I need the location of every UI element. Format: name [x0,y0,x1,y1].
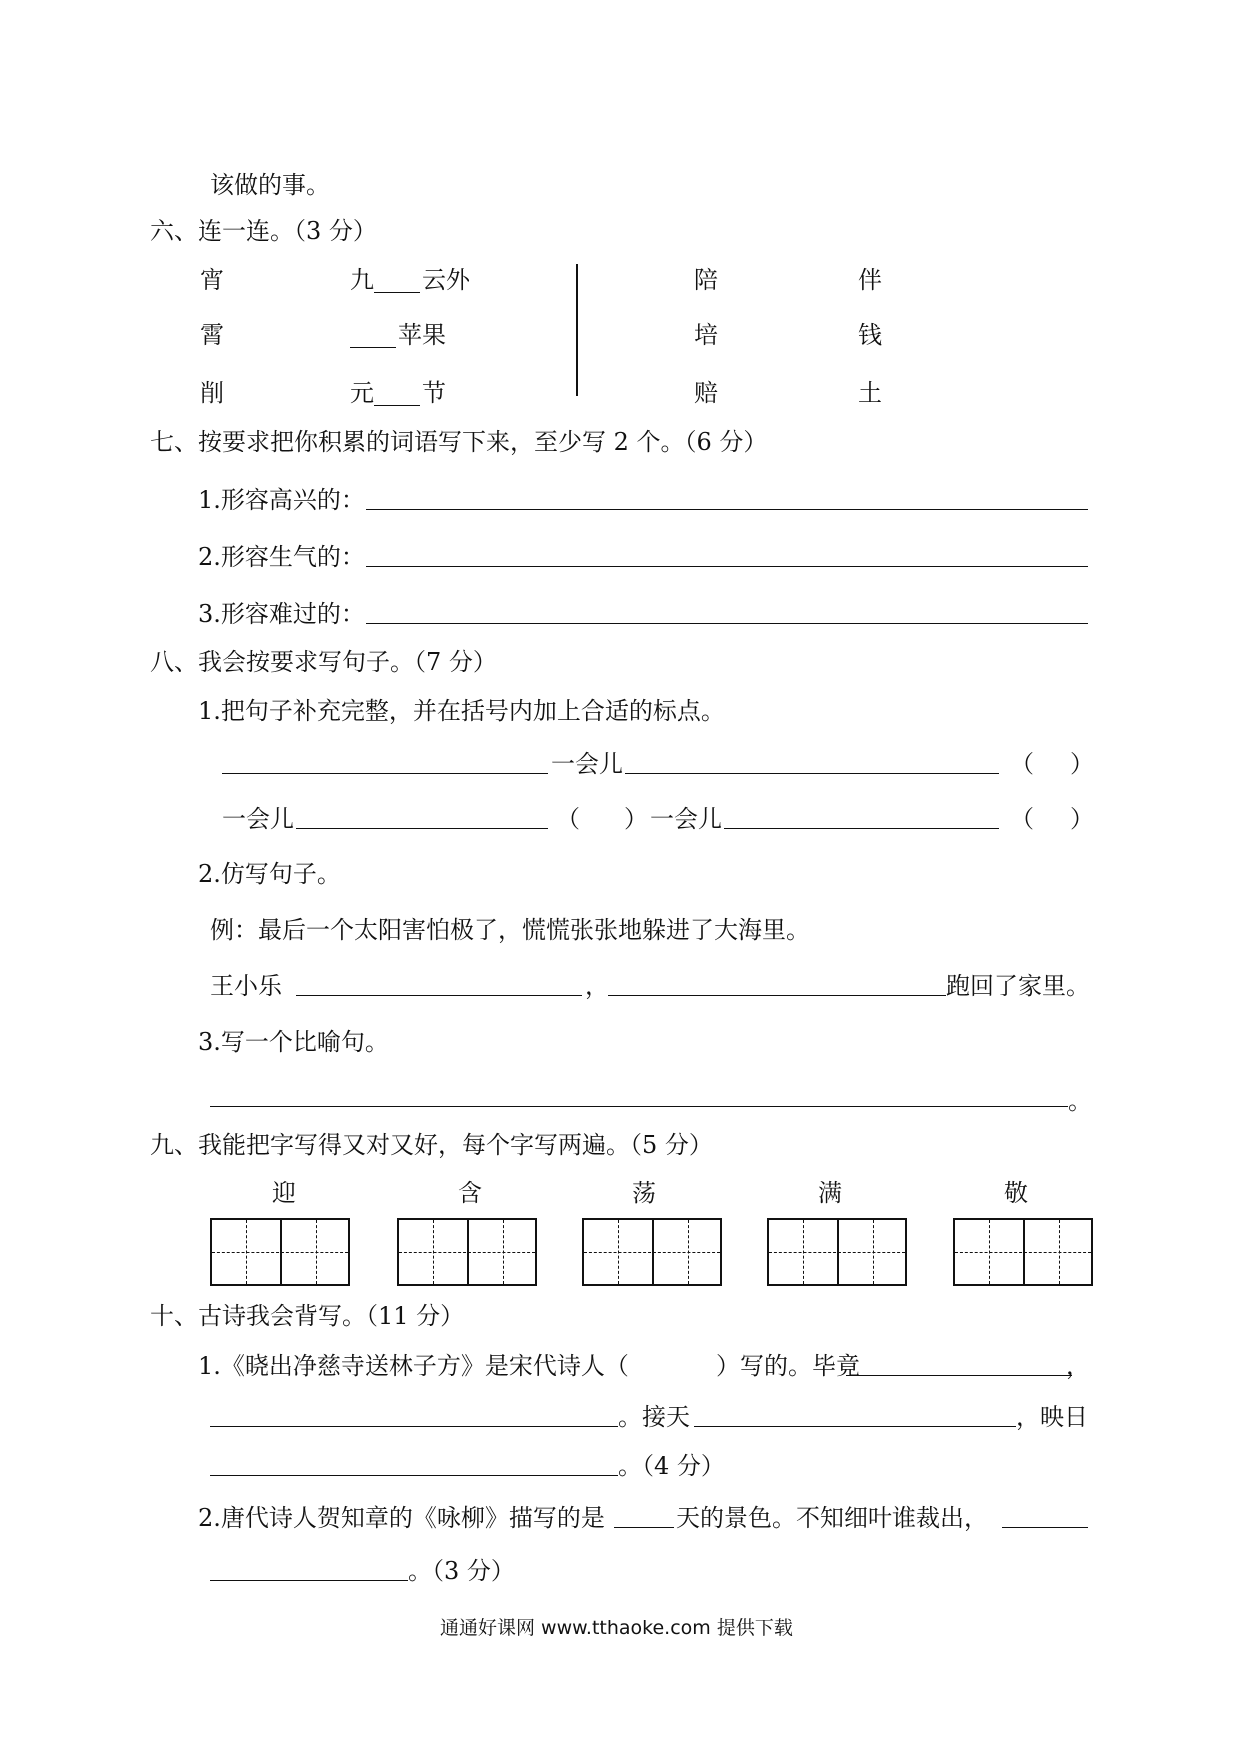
q8-line1-yihuier: 一会儿 [551,750,623,778]
q9-writing-grid-5[interactable] [953,1218,1093,1286]
q10-line1-blank[interactable] [846,1375,1072,1376]
q6-title: 六、连一连。（3 分） [150,217,377,245]
q6-right-char-1: 陪 [694,266,718,294]
q6-left-char-3: 削 [200,379,224,407]
q9-title: 九、我能把字写得又对又好，每个字写两遍。（5 分） [150,1131,713,1159]
q9-writing-grid-1[interactable] [210,1218,350,1286]
q9-writing-grid-4[interactable] [767,1218,907,1286]
q8-example: 例：最后一个太阳害怕极了，慌慌张张地躲进了大海里。 [210,916,810,944]
q8-line1-blank-2[interactable] [625,773,999,774]
q6-phrase-2-post: 苹果 [398,321,446,349]
q9-char-1: 迎 [272,1179,296,1207]
q10-line1-b: ）写的。毕竟 [716,1352,860,1380]
q10-line3-blank[interactable] [210,1475,618,1476]
q9-writing-grid-2[interactable] [397,1218,537,1286]
q10-line2-b: ，映日 [1016,1403,1088,1431]
q8-line1-paren-open: （ [1010,750,1034,778]
q10-line5-blank[interactable] [210,1580,408,1581]
q9-char-3: 荡 [632,1179,656,1207]
q8-line2-blank-2[interactable] [724,828,999,829]
q6-phrase-1-pre: 九 [350,266,374,294]
q10-line4-b: 天的景色。不知细叶谁裁出， [676,1504,988,1532]
q7-answer-line-1[interactable] [366,509,1088,510]
q8-imitate-comma: ， [585,972,609,1000]
q8-line2-paren-close-1: ） [624,805,648,833]
q10-line4-blank-2[interactable] [1002,1527,1088,1528]
q6-phrase-2-blank[interactable] [350,347,396,348]
q8-imitate-blank-2[interactable] [608,995,946,996]
q8-line2-yihuier-1: 一会儿 [222,805,294,833]
q6-right-word-1: 伴 [858,266,882,294]
q6-right-char-2: 培 [694,321,718,349]
q6-right-word-3: 土 [858,379,882,407]
q8-line2-paren-close-2: ） [1070,805,1094,833]
q9-char-2: 含 [458,1179,482,1207]
q10-line3: 。（4 分） [618,1452,725,1480]
q6-phrase-3-post: 节 [422,379,446,407]
q6-phrase-1-blank[interactable] [374,292,420,293]
q7-answer-line-2[interactable] [366,566,1088,567]
q10-line2-blank-1[interactable] [210,1426,618,1427]
q8-line1-paren-close: ） [1070,750,1094,778]
q6-right-word-2: 钱 [858,321,882,349]
q8-imitate-start: 王小乐 [210,972,282,1000]
page-footer: 通通好课网 www.tthaoke.com 提供下载 [440,1617,793,1639]
q6-divider [576,264,578,396]
q7-answer-line-3[interactable] [366,623,1088,624]
q8-line1-blank-1[interactable] [222,773,548,774]
q8-title: 八、我会按要求写句子。（7 分） [150,648,497,676]
q6-phrase-3-pre: 元 [350,379,374,407]
continuation-text: 该做的事。 [210,171,330,199]
q10-line5: 。（3 分） [408,1557,515,1585]
q10-line4-blank-1[interactable] [614,1527,674,1528]
q8-line2-paren-open-2: （ [1010,805,1034,833]
q9-writing-grid-3[interactable] [582,1218,722,1286]
q8-sub2: 2.仿写句子。 [198,860,341,888]
q6-left-char-2: 霄 [200,321,224,349]
q7-item-2: 2.形容生气的： [198,543,365,571]
q10-line1-a: 1.《晓出净慈寺送林子方》是宋代诗人（ [198,1352,629,1380]
q8-metaphor-period: 。 [1068,1087,1092,1115]
q10-line2-a: 。接天 [618,1403,690,1431]
q8-metaphor-line[interactable] [210,1106,1068,1107]
q10-line4-a: 2.唐代诗人贺知章的《咏柳》描写的是 [198,1504,605,1532]
q8-line2-blank-1[interactable] [296,828,548,829]
q7-title: 七、按要求把你积累的词语写下来，至少写 2 个。（6 分） [150,428,768,456]
q6-phrase-1-post: 云外 [422,266,470,294]
q8-imitate-blank-1[interactable] [296,995,582,996]
q10-line1-comma: ， [1066,1352,1090,1380]
q7-item-3: 3.形容难过的： [198,600,365,628]
q8-sub1: 1.把句子补充完整，并在括号内加上合适的标点。 [198,697,725,725]
q9-char-5: 敬 [1004,1179,1028,1207]
q10-title: 十、古诗我会背写。（11 分） [150,1302,465,1330]
q8-sub3: 3.写一个比喻句。 [198,1028,389,1056]
q10-line2-blank-2[interactable] [694,1426,1016,1427]
q6-phrase-3-blank[interactable] [374,405,420,406]
q8-line2-yihuier-2: 一会儿 [650,805,722,833]
q8-line2-paren-open-1: （ [556,805,580,833]
q7-item-1: 1.形容高兴的： [198,486,365,514]
q8-imitate-end: 跑回了家里。 [946,972,1090,1000]
q6-left-char-1: 宵 [200,266,224,294]
q9-char-4: 满 [818,1179,842,1207]
q6-right-char-3: 赔 [694,379,718,407]
